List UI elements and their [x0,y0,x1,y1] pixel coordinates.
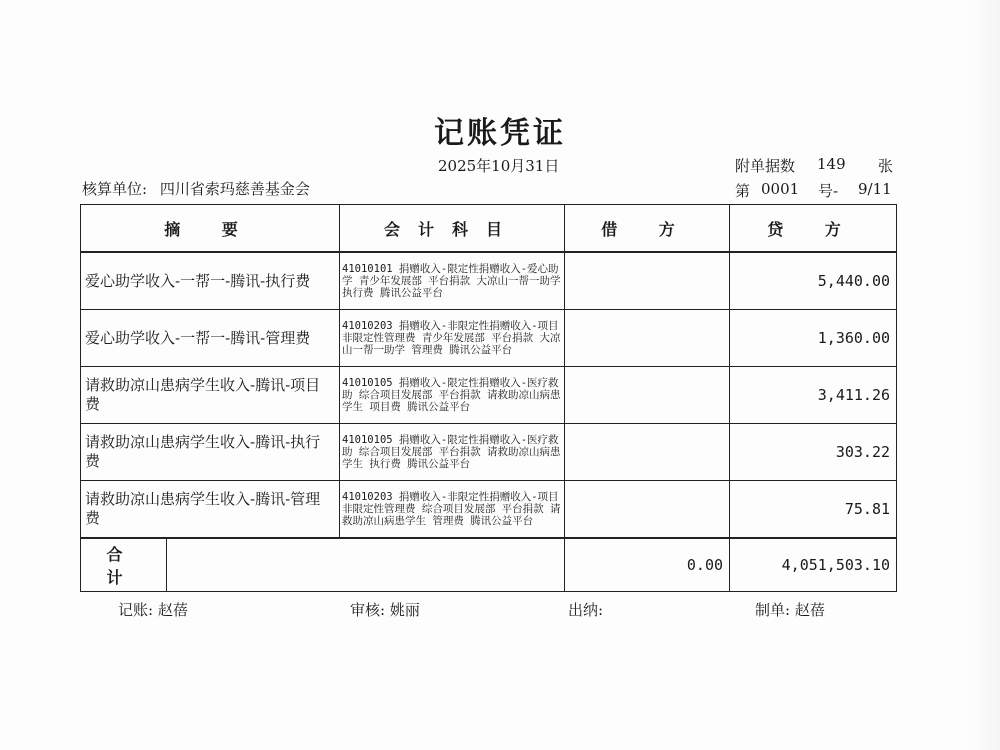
bookkeeper-signature: 记账: 赵蓓 [118,601,188,619]
row-debit [565,252,730,310]
attachments-info [735,155,894,176]
row-account: 41010203 捐赠收入-非限定性捐赠收入-项目非限定性管理费 综合项目发展部 平台捐款 请救助凉山病患学生 管理费 腾讯公益平台 [340,481,565,539]
row-summary: 请救助凉山患病学生收入-腾讯-管理费 [81,481,340,539]
table-row [81,252,897,310]
reviewer-signature: 审核: 姚丽 [350,601,420,619]
total-label: 合 计 [81,538,167,592]
cashier-signature: 出纳: [568,601,604,619]
row-credit: 5,440.00 [730,252,897,310]
row-credit: 303.22 [730,424,897,481]
total-blank [167,538,565,592]
header-account: 会计科目 [340,205,565,253]
row-credit: 75.81 [730,481,897,539]
row-credit: 1,360.00 [730,310,897,367]
row-debit [565,367,730,424]
row-account: 41010105 捐赠收入-限定性捐赠收入-医疗救助 综合项目发展部 平台捐款 请救助凉山病患学生 项目费 腾讯公益平台 [340,367,565,424]
accounting-unit [82,178,310,199]
header-debit: 借 方 [565,205,730,253]
voucher-hao: 号- [818,182,839,200]
accounting-unit-name: 四川省索玛慈善基金会 [159,180,310,198]
voucher-prefix: 第 [735,182,751,200]
table-row [81,424,897,481]
row-debit [565,424,730,481]
attachments-count: 149 [817,155,846,173]
table-row [81,481,897,539]
ledger-table [80,204,897,592]
row-summary: 请救助凉山患病学生收入-腾讯-执行费 [81,424,340,481]
accounting-unit-label: 核算单位: [82,180,148,198]
total-credit: 4,051,503.10 [730,538,897,592]
row-summary: 请救助凉山患病学生收入-腾讯-项目费 [81,367,340,424]
header-credit: 贷 方 [730,205,897,253]
row-account: 41010203 捐赠收入-非限定性捐赠收入-项目非限定性管理费 青少年发展部 平台捐款 大凉山一帮一助学 管理费 腾讯公益平台 [340,310,565,367]
voucher-title: 记账凭证 [434,116,566,151]
table-row [81,310,897,367]
row-account: 41010101 捐赠收入-限定性捐赠收入-爱心助学 青少年发展部 平台捐款 大凉山一帮一助学 执行费 腾讯公益平台 [340,252,565,310]
row-credit: 3,411.26 [730,367,897,424]
header-summary: 摘 要 [81,205,340,253]
row-debit [565,481,730,539]
row-account: 41010105 捐赠收入-限定性捐赠收入-医疗救助 综合项目发展部 平台捐款 请救助凉山病患学生 执行费 腾讯公益平台 [340,424,565,481]
preparer-signature: 制单: 赵蓓 [755,601,825,619]
voucher-no: 0001 [761,180,800,198]
attachments-label: 附单据数 [735,157,796,175]
voucher-date: 2025年10月31日 [438,157,560,175]
voucher-page: 9/11 [858,180,892,198]
row-summary: 爱心助学收入-一帮一-腾讯-执行费 [81,252,340,310]
table-header-row [81,205,897,253]
row-debit [565,310,730,367]
total-row [81,538,897,592]
attachments-unit: 张 [878,157,894,175]
table-row [81,367,897,424]
total-debit: 0.00 [565,538,730,592]
row-summary: 爱心助学收入-一帮一-腾讯-管理费 [81,310,340,367]
